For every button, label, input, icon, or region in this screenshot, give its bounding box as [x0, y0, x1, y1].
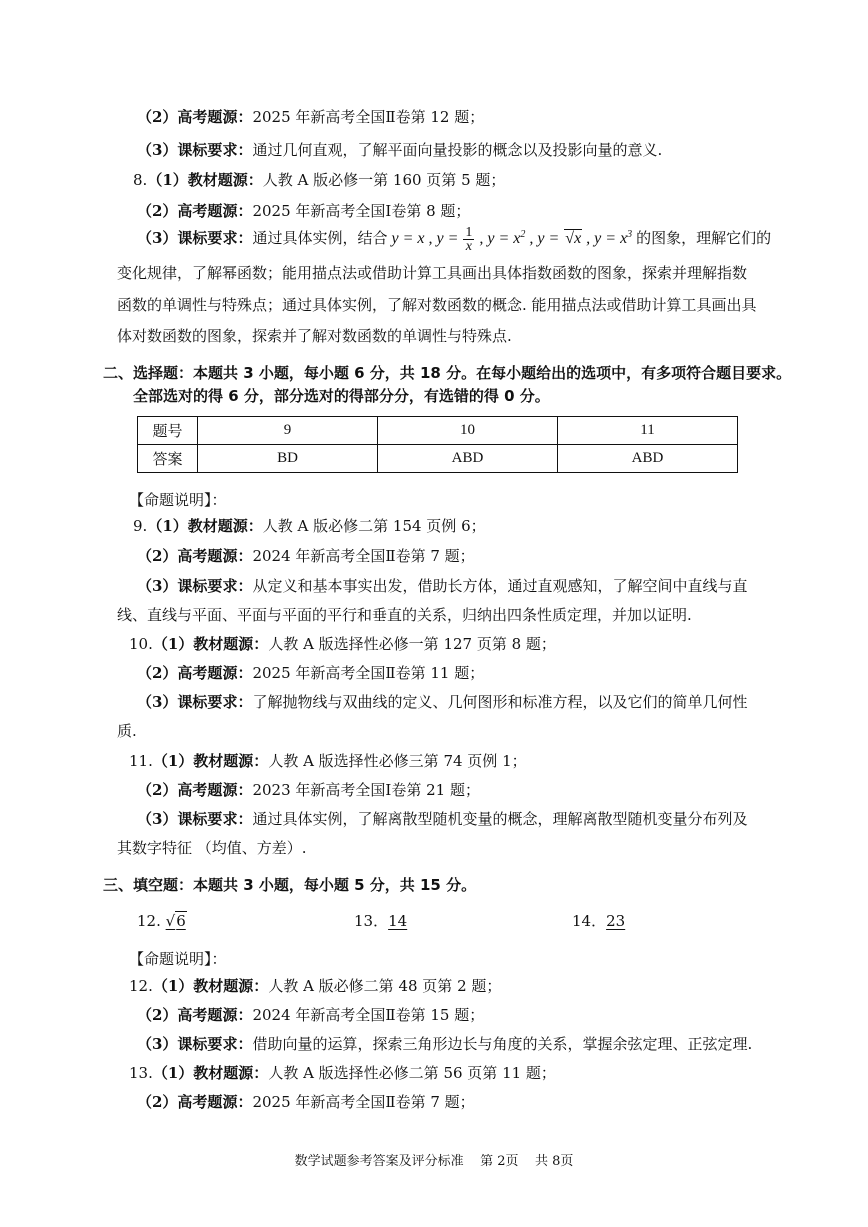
- section-2-rule: 全部选对的得 6 分，部分选对的得部分分，有选错的得 0 分。: [133, 387, 550, 405]
- question-number: 11: [558, 417, 738, 445]
- table-row: [138, 445, 738, 473]
- power-function-formulas: y = x , y = $\frac{1}{x}$ , $y = x^2$ , y = √x , $y = x^3$: [387, 224, 633, 254]
- answer-cell: BD: [198, 445, 378, 473]
- fill-answer-12: 12. √6: [137, 912, 186, 930]
- row-header-number: 题号: [138, 417, 198, 445]
- q12-curriculum: （3）课标要求：借助向量的运算，探索三角形边长与角度的关系，掌握余弦定理、正弦定理.: [137, 1035, 753, 1053]
- table-row: [138, 417, 738, 445]
- row-header-answer: 答案: [138, 445, 198, 473]
- q13-source-exam: （2）高考题源：2025 年新高考全国Ⅱ卷第 7 题；: [137, 1093, 475, 1111]
- q12-source-exam: （2）高考题源：2024 年新高考全国Ⅱ卷第 15 题；: [137, 1006, 485, 1024]
- page-footer: 数学试题参考答案及评分标准 第 2页 共 8页: [294, 1154, 574, 1169]
- q13-source-textbook: 13.（1）教材题源：人教 A 版选择性必修二第 56 页第 11 题；: [129, 1064, 556, 1082]
- q9-curriculum-cont: 线、直线与平面、平面与平面的平行和垂直的关系，归纳出四条性质定理，并加以证明.: [117, 606, 692, 624]
- q9-curriculum: （3）课标要求：从定义和基本事实出发，借助长方体，通过直观感知，了解空间中直线与直: [137, 577, 748, 595]
- fill-answer-14: 14．23: [572, 912, 626, 930]
- note-heading: 【命题说明】：: [129, 491, 227, 509]
- q8-source-textbook: 8.（1）教材题源：人教 A 版必修一第 160 页第 5 题；: [133, 171, 506, 189]
- q8-curriculum: （3）课标要求：通过具体实例，结合 y = x , y = $\frac{1}{x}$ , $y = x^2$ , y = √x , $y = x^3$ 的图象，理解它们的: [137, 224, 772, 254]
- section-3-title: 三、填空题：本题共 3 小题，每小题 5 分，共 15 分。: [103, 876, 477, 894]
- q8-curriculum-cont-2: 函数的单调性与特殊点；通过具体实例，了解对数函数的概念. 能用描点法或借助计算工具画出具: [117, 296, 757, 314]
- q9-source-textbook: 9.（1）教材题源：人教 A 版必修二第 154 页例 6；: [133, 517, 486, 535]
- answer-cell: ABD: [378, 445, 558, 473]
- answer-table: [137, 416, 738, 473]
- q11-source-exam: （2）高考题源：2023 年新高考全国Ⅰ卷第 21 题；: [137, 781, 480, 799]
- q8-curriculum-cont-1: 变化规律，了解幂函数；能用描点法或借助计算工具画出具体指数函数的图象，探索并理解指数: [117, 264, 748, 282]
- q10-source-exam: （2）高考题源：2025 年新高考全国Ⅱ卷第 11 题；: [137, 664, 485, 682]
- q9-source-exam: （2）高考题源：2024 年新高考全国Ⅱ卷第 7 题；: [137, 547, 475, 565]
- note-heading: 【命题说明】：: [129, 950, 227, 968]
- fill-answer-13: 13．14: [354, 912, 408, 930]
- question-number: 9: [198, 417, 378, 445]
- q10-curriculum-cont: 质.: [117, 722, 137, 740]
- q10-source-textbook: 10.（1）教材题源：人教 A 版选择性必修一第 127 页第 8 题；: [129, 635, 556, 653]
- q8-source-exam: （2）高考题源：2025 年新高考全国Ⅰ卷第 8 题；: [137, 202, 471, 220]
- q8-curriculum-cont-3: 体对数函数的图象，探索并了解对数函数的单调性与特殊点.: [117, 327, 512, 345]
- section-2-title: 二、选择题：本题共 3 小题，每小题 6 分，共 18 分。在每小题给出的选项中，有多项符合题目要求。: [103, 364, 792, 382]
- answer-cell: ABD: [558, 445, 738, 473]
- q10-curriculum: （3）课标要求：了解抛物线与双曲线的定义、几何图形和标准方程，以及它们的简单几何性: [137, 693, 748, 711]
- q7-source-exam: （2）高考题源：2025 年新高考全国Ⅱ卷第 12 题；: [137, 108, 485, 126]
- q7-curriculum: （3）课标要求：通过几何直观，了解平面向量投影的概念以及投影向量的意义.: [137, 141, 663, 159]
- fraction-1-over-x: $\frac{1}{x}$: [465, 224, 473, 254]
- question-number: 10: [378, 417, 558, 445]
- q11-source-textbook: 11.（1）教材题源：人教 A 版选择性必修三第 74 页例 1；: [129, 752, 527, 770]
- q11-curriculum: （3）课标要求：通过具体实例，了解离散型随机变量的概念，理解离散型随机变量分布列及: [137, 810, 748, 828]
- q12-source-textbook: 12.（1）教材题源：人教 A 版必修二第 48 页第 2 题；: [129, 977, 502, 995]
- answer-sqrt: √6: [165, 912, 186, 930]
- q11-curriculum-cont: 其数字特征 （均值、方差）.: [117, 839, 307, 857]
